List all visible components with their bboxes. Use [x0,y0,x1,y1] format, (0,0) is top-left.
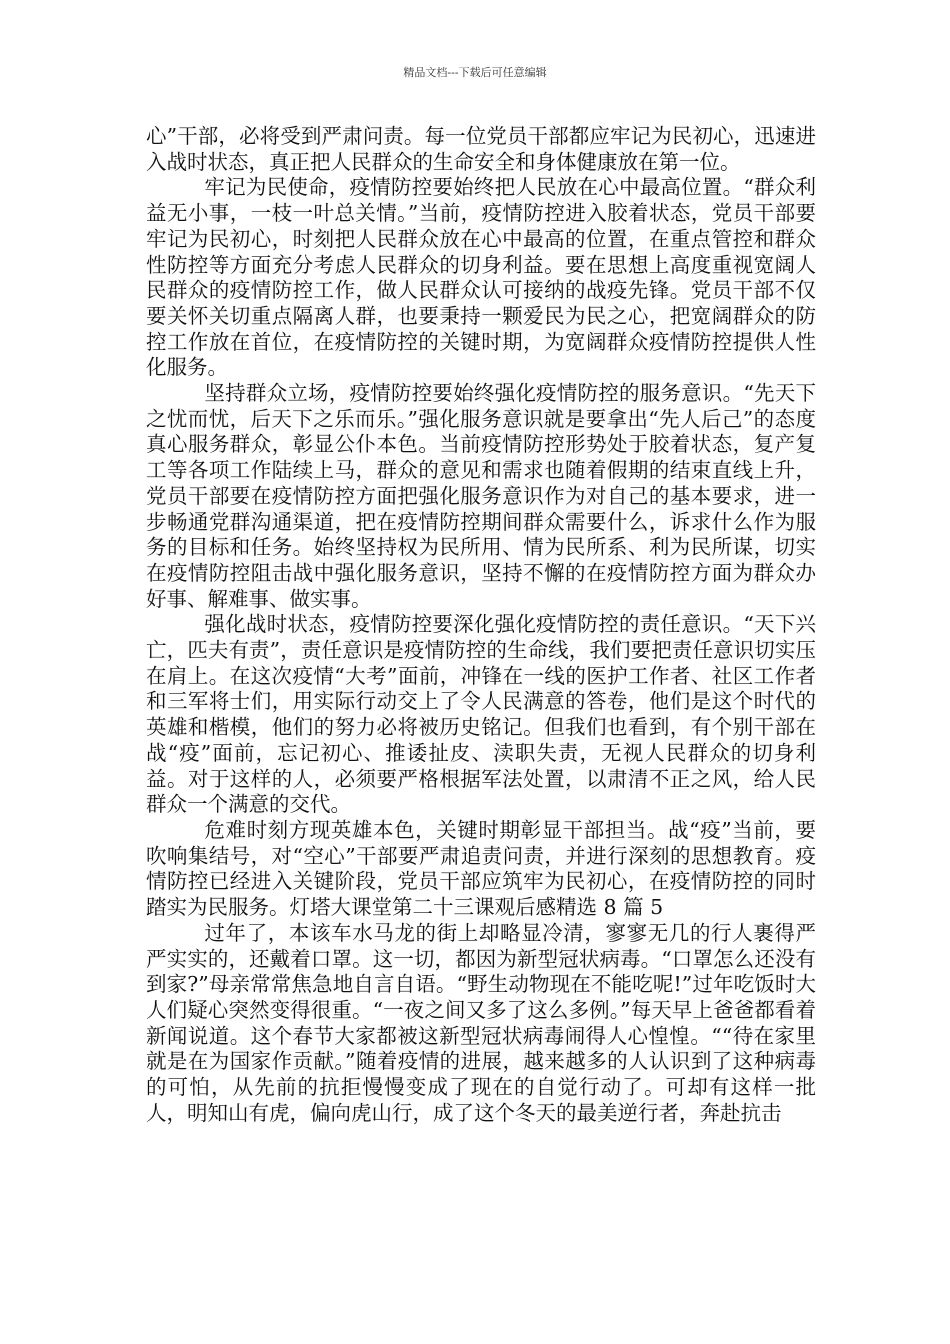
paragraph-6: 过年了，本该车水马龙的街上却略显冷清，寥寥无几的行人裹得严严实实的，还戴着口罩。这一切，都因为新型冠状病毒。“口罩怎么还没有到家?”母亲常常焦急地自言自语。“野生动物现在不能吃呢!”过年吃饭时大人们疑心突然变得很重。“一夜之间又多了这么多例。”每天早上爸爸都看着新闻说道。这个春节大家都被这新型冠状病毒闹得人心惶惶。““待在家里就是在为国家作贡献。”随着疫情的进展，越来越多的人认识到了这种病毒的可怕，从先前的抗拒慢慢变成了现在的自觉行动了。可却有这样一批人，明知山有虎，偏向虎山行，成了这个冬天的最美逆行者，奔赴抗击 [146,920,816,1125]
paragraph-4: 强化战时状态，疫情防控要深化强化疫情防控的责任意识。“天下兴亡，匹夫有责”，责任意识是疫情防控的生命线，我们要把责任意识切实压在肩上。在这次疫情“大考”面前，冲锋在一线的医护工作者、社区工作者和三军将士们，用实际行动交上了令人民满意的答卷，他们是这个时代的英雄和楷模，他们的努力必将被历史铭记。但我们也看到，有个别干部在战“疫”面前，忘记初心、推诿扯皮、渎职失责，无视人民群众的切身利益。对于这样的人，必须要严格根据军法处置，以肃清不正之风，给人民群众一个满意的交代。 [146,612,816,817]
paragraph-2: 牢记为民使命，疫情防控要始终把人民放在心中最高位置。“群众利益无小事，一枝一叶总关情。”当前，疫情防控进入胶着状态，党员干部要牢记为民初心，时刻把人民群众放在心中最高的位置，在重点管控和群众性防控等方面充分考虑人民群众的切身利益。要在思想上高度重视宽阔人民群众的疫情防控工作，做人民群众认可接纳的战疫先锋。党员干部不仅要关怀关切重点隔离人群，也要秉持一颗爱民为民之心，把宽阔群众的防控工作放在首位，在疫情防控的关键时期，为宽阔群众疫情防控提供人性化服务。 [146,175,816,380]
paragraph-1: 心”干部，必将受到严肃问责。每一位党员干部都应牢记为民初心，迅速进入战时状态，真正把人民群众的生命安全和身体健康放在第一位。 [146,124,816,174]
page-header: 精品文档---下载后可任意编辑 [403,66,547,79]
paragraph-3: 坚持群众立场，疫情防控要始终强化疫情防控的服务意识。“先天下之忧而忧，后天下之乐而乐。”强化服务意识就是要拿出“先人后己”的态度真心服务群众，彰显公仆本色。当前疫情防控形势处于胶着状态，复产复工等各项工作陆续上马，群众的意见和需求也随着假期的结束直线上升，党员干部要在疫情防控方面把强化服务意识作为对自己的基本要求，进一步畅通党群沟通渠道，把在疫情防控期间群众需要什么，诉求什么作为服务的目标和任务。始终坚持权为民所用、情为民所系、利为民所谋，切实在疫情防控阻击战中强化服务意识，坚持不懈的在疫情防控方面为群众办好事、解难事、做实事。 [146,381,816,611]
document-body [146,124,816,1126]
paragraph-5: 危难时刻方现英雄本色，关键时期彰显干部担当。战“疫”当前，要吹响集结号，对“空心”干部要严肃追责问责，并进行深刻的思想教育。疫情防控已经进入关键阶段，党员干部应筑牢为民初心，在疫情防控的同时踏实为民服务。灯塔大课堂第二十三课观后感精选 8 篇 5 [146,817,816,920]
